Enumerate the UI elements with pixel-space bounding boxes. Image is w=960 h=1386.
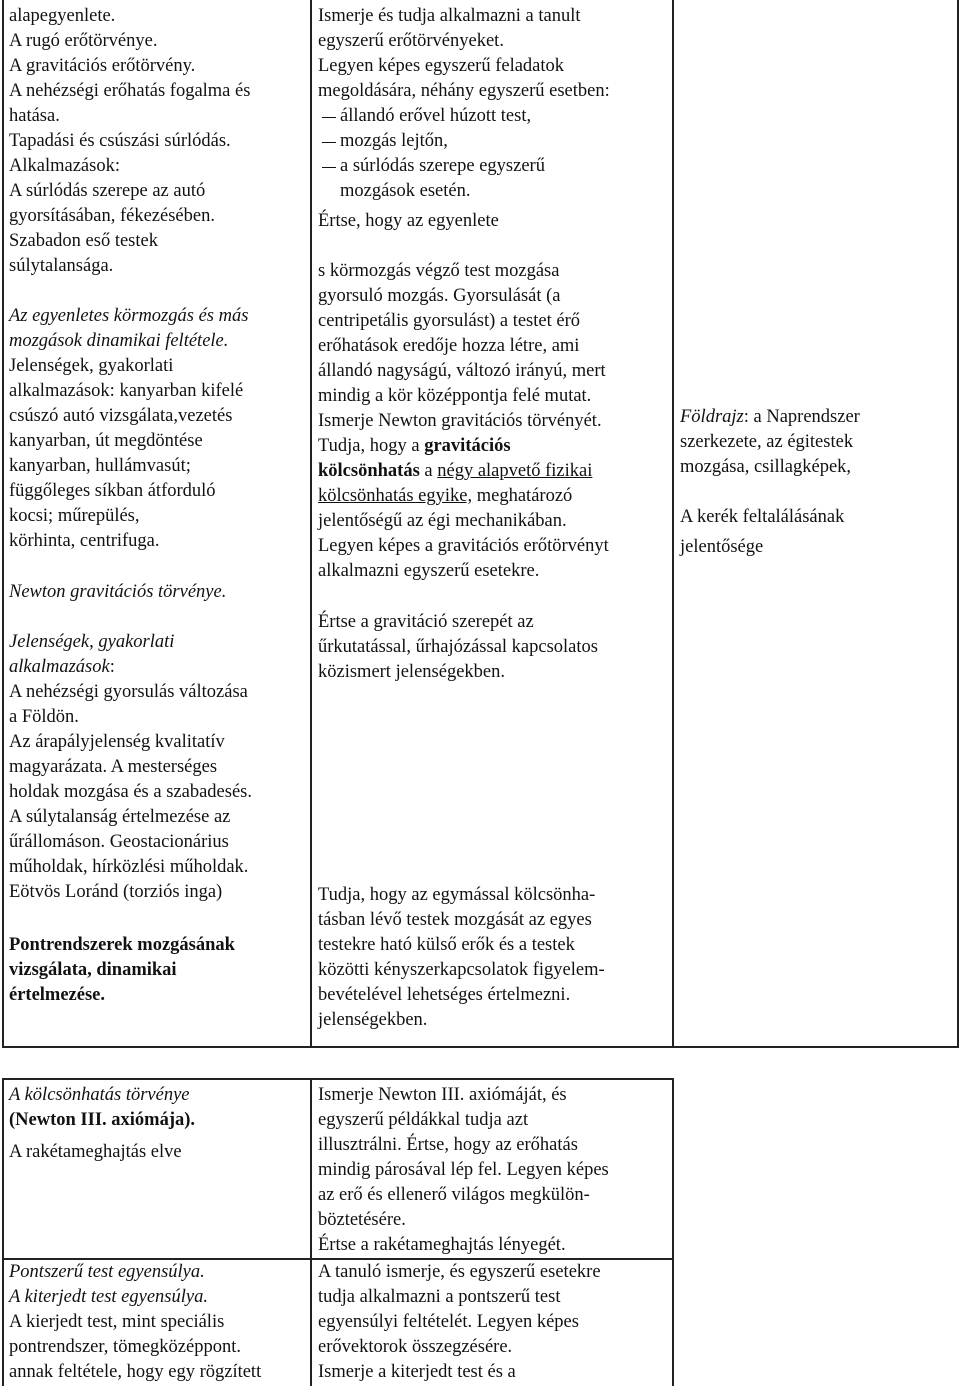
col1-line: A nehézségi erőhatás fogalma és [9, 81, 251, 101]
col1-phenomena-line: Eötvös Loránd (torziós inga) [9, 882, 223, 902]
col1-phenomena-line: kocsi; műrepülés, [9, 506, 140, 526]
col2-line: Tudja, hogy az egymással kölcsönha- [318, 885, 596, 905]
col2-dash-item: mozgások esetén. [340, 181, 471, 201]
geography-line-1 [680, 405, 860, 430]
table-border-left [2, 0, 4, 1048]
gravity-text-span: a [419, 461, 438, 481]
col2-line: s körmozgás végző test mozgása [318, 261, 560, 281]
phenomena-label-italic: alkalmazások [9, 657, 110, 677]
table-border-bottom [2, 1046, 959, 1048]
col1-phenomena-line: holdak mozgása és a szabadesés. [9, 782, 252, 802]
lower-column-divider-2 [672, 1080, 674, 1386]
gravity-text-span: Tudja, hogy a [318, 436, 425, 456]
col1-phenomena-line: Jelenségek, gyakorlati [9, 356, 174, 376]
dash-bullet [322, 167, 336, 168]
col2-line: tásban lévő testek mozgását az egyes [318, 910, 592, 930]
wheel-line-1: A kerék feltalálásának [680, 507, 845, 527]
bottom-col2-line: böztetésére. [318, 1210, 406, 1230]
col2-line: testekre ható külső erők és a testek [318, 935, 575, 955]
col1-phenomena-line: kanyarban, hullámvasút; [9, 456, 191, 476]
col2-line: Ismerje és tudja alkalmazni a tanult [318, 6, 581, 26]
column-divider-2 [672, 0, 674, 1048]
section-heading-pointsystem: értelmezése. [9, 985, 106, 1005]
bottom-col2-line: Ismerje Newton III. axiómáját, és [318, 1085, 567, 1105]
dash-bullet [322, 117, 336, 118]
section-heading-gravity: Newton gravitációs törvénye. [9, 582, 227, 602]
col2-line: Értse, hogy az egyenlete [318, 211, 499, 231]
lower-border-top [2, 1078, 674, 1080]
col2-gravity-line [318, 434, 511, 459]
geography-line-2: szerkezete, az égitestek [680, 432, 854, 452]
lower-border-left [2, 1080, 4, 1386]
col1-phenomena-label [9, 655, 115, 680]
col1-line: alapegyenlete. [9, 6, 116, 26]
col2-line: bevételével lehetséges értelmezni. [318, 985, 571, 1005]
col2-line: Legyen képes egyszerű feladatok [318, 56, 565, 76]
col2-dash-item: mozgás lejtőn, [340, 131, 448, 151]
col2-line: megoldására, néhány egyszerű esetben: [318, 81, 610, 101]
bottom-col2-line: egyszerű példákkal tudja azt [318, 1110, 529, 1130]
col1-phenomena-line: műholdak, hírközlési műholdak. [9, 857, 249, 877]
gravity-text-span: négy alapvető fizikai [437, 461, 593, 481]
col2-line: gyorsuló mozgás. Gyorsulását (a [318, 286, 561, 306]
col2-line: egyszerű erőtörvényeket. [318, 31, 504, 51]
column-divider-1 [310, 0, 312, 1048]
section-heading-pointsystem: vizsgálata, dinamikai [9, 960, 177, 980]
col1-phenomena-line: A súlytalanság értelmezése az [9, 807, 231, 827]
col1-line: A rugó erőtörvénye. [9, 31, 158, 51]
geography-label: Földrajz [680, 407, 744, 427]
bottom-text-1: A rakétameghajtás elve [9, 1142, 182, 1162]
geography-line-3: mozgása, csillagképek, [680, 457, 852, 477]
table-border-right [957, 0, 959, 1048]
col2-line: közismert jelenségekben. [318, 662, 505, 682]
geography-rest: : a Naprendszer [743, 407, 860, 427]
col1-line: gyorsításában, fékezésében. [9, 206, 215, 226]
col1-line: Szabadon eső testek [9, 231, 158, 251]
col1-phenomena-line: a Földön. [9, 707, 79, 727]
bottom-col2-line: illusztrálni. Értse, hogy az erőhatás [318, 1135, 578, 1155]
col1-phenomena-line: magyarázata. A mesterséges [9, 757, 218, 777]
bottom-text-2: A kierjedt test, mint speciális [9, 1312, 225, 1332]
col2-line: jelentőségű az égi mechanikában. [318, 511, 567, 531]
col1-phenomena-line: körhinta, centrifuga. [9, 531, 160, 551]
col2-line: jelenségekben. [318, 1010, 428, 1030]
col1-phenomena-line: A nehézségi gyorsulás változása [9, 682, 248, 702]
col2-line: Értse a gravitáció szerepét az [318, 612, 534, 632]
bottom-col2-line: egyensúlyi feltételét. Legyen képes [318, 1312, 579, 1332]
col2-gravity-line [318, 459, 592, 484]
col1-phenomena-line: Az árapályjelenség kvalitatív [9, 732, 225, 752]
col2-line: Ismerje Newton gravitációs törvényét. [318, 411, 602, 431]
col1-phenomena-line: alkalmazások: kanyarban kifelé [9, 381, 244, 401]
col2-line: közötti kényszerkapcsolatok figyelem- [318, 960, 605, 980]
bottom-col2-line: mindig párosával lép fel. Legyen képes [318, 1160, 609, 1180]
col1-line: Alkalmazások: [9, 156, 120, 176]
bottom-text-3: pontrendszer, tömegközéppont. [9, 1337, 241, 1357]
bottom-heading-2: (Newton III. axiómája). [9, 1110, 196, 1130]
col1-phenomena-line: csúszó autó vizsgálata,vezetés [9, 406, 233, 426]
col2-dash-item: a súrlódás szerepe egyszerű [340, 156, 545, 176]
col1-line: A súrlódás szerepe az autó [9, 181, 206, 201]
bottom-col2-line: Ismerje a kiterjedt test és a [318, 1362, 516, 1382]
phenomena-label-colon: : [109, 657, 115, 677]
section-heading-circular: Az egyenletes körmozgás és más [9, 306, 249, 326]
col1-phenomena-line: űrállomáson. Geostacionárius [9, 832, 229, 852]
gravity-text-span: meghatározó [472, 486, 573, 506]
bottom-heading-1: A kölcsönhatás törvénye [9, 1085, 190, 1105]
col1-line: hatása. [9, 106, 60, 126]
bottom-text-4: annak feltétele, hogy egy rögzített [9, 1362, 262, 1382]
col1-line: A gravitációs erőtörvény. [9, 56, 196, 76]
section-heading-pointsystem: Pontrendszerek mozgásának [9, 935, 235, 955]
wheel-line-2: jelentősége [680, 537, 764, 557]
col1-line: Tapadási és csúszási súrlódás. [9, 131, 231, 151]
col1-phenomena-label: Jelenségek, gyakorlati [9, 632, 175, 652]
section-heading-circular: mozgások dinamikai feltétele. [9, 331, 229, 351]
bottom-col2-line: az erő és ellenerő világos megkülön- [318, 1185, 590, 1205]
lower-column-divider [310, 1080, 312, 1386]
bottom-col2-line: tudja alkalmazni a pontszerű test [318, 1287, 561, 1307]
bottom-col2-line: A tanuló ismerje, és egyszerű esetekre [318, 1262, 601, 1282]
col2-dash-item: állandó erővel húzott test, [340, 106, 532, 126]
col2-line: mindig a kör középpontja felé mutat. [318, 386, 592, 406]
col1-phenomena-line: függőleges síkban átforduló [9, 481, 216, 501]
col2-line: centripetális gyorsulást) a testet érő [318, 311, 580, 331]
bottom-col2-line: erővektorok összegzésére. [318, 1337, 513, 1357]
gravity-text-span: kölcsönhatás egyike, [318, 486, 473, 506]
col2-line: erőhatások eredője hozza létre, ami [318, 336, 580, 356]
bottom-heading-3: Pontszerű test egyensúlya. [9, 1262, 205, 1282]
col1-phenomena-line: kanyarban, út megdöntése [9, 431, 203, 451]
gravity-text-span: kölcsönhatás [318, 461, 420, 481]
col2-line: Legyen képes a gravitációs erőtörvényt [318, 536, 609, 556]
dash-bullet [322, 142, 336, 143]
col1-line: súlytalansága. [9, 256, 114, 276]
col2-line: űrkutatással, űrhajózással kapcsolatos [318, 637, 598, 657]
gravity-text-span: gravitációs [424, 436, 511, 456]
col2-gravity-line [318, 484, 572, 509]
col2-line: állandó nagyságú, változó irányú, mert [318, 361, 606, 381]
bottom-col2-line: Értse a rakétameghajtás lényegét. [318, 1235, 566, 1255]
col2-line: alkalmazni egyszerű esetekre. [318, 561, 540, 581]
bottom-heading-4: A kiterjedt test egyensúlya. [9, 1287, 208, 1307]
